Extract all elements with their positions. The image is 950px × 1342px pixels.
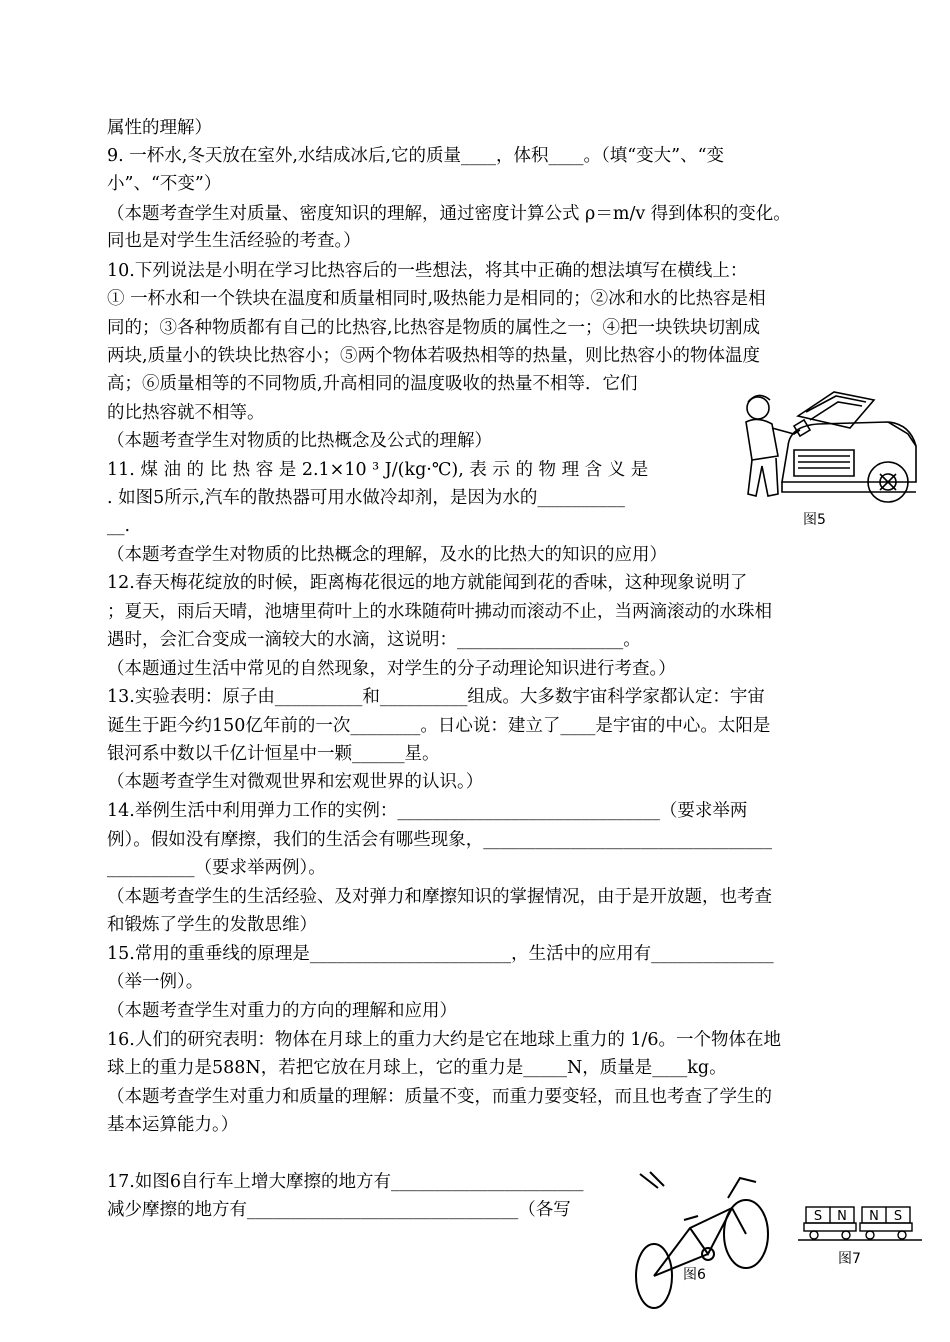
text-line: 两块,质量小的铁块比热容小；⑤两个物体若吸热相等的热量，则比热容小的物体温度 — [107, 346, 761, 366]
text-line: 减少摩擦的地方有_______________________________（各写 — [107, 1200, 571, 1220]
text-line: 12.春天梅花绽放的时候，距离梅花很远的地方就能闻到花的香味，这种现象说明了 — [107, 573, 748, 593]
text-line: 11. 煤 油 的 比 热 容 是 2.1×10 ³ J/(kg·℃), 表 示 的 物 理 含 义 是 — [107, 460, 649, 480]
text-line: 小”、“不变”） — [107, 174, 222, 194]
text-line: （本题通过生活中常见的自然现象，对学生的分子动理论知识进行考查。） — [107, 659, 676, 679]
text-line: 高；⑥质量相等的不同物质,升高相同的温度吸收的热量不相等．它们 — [107, 374, 638, 394]
text-line: 遇时，会汇合变成一滴较大的水滴，这说明：___________________。 — [107, 630, 641, 650]
magnet-carts-illustration — [798, 1205, 922, 1245]
text-line: 10.下列说法是小明在学习比热容后的一些想法，将其中正确的想法填写在横线上： — [107, 261, 748, 281]
text-line: 14.举例生活中利用弹力工作的实例：______________________________（要求举两 — [107, 801, 748, 821]
text-line: . 如图5所示,汽车的散热器可用水做冷却剂，是因为水的__________ — [107, 488, 625, 508]
text-line: ；夏天，雨后天晴，池塘里荷叶上的水珠随荷叶拂动而滚动不止，当两滴滚动的水珠相 — [107, 602, 772, 622]
figure-5-caption: 图5 — [803, 512, 826, 528]
text-line: （本题考查学生的生活经验、及对弹力和摩擦知识的掌握情况，由于是开放题，也考查 — [107, 887, 772, 907]
text-line: 例）。假如没有摩擦，我们的生活会有哪些现象，_________________________________ — [107, 830, 772, 850]
text-line: （本题考查学生对物质的比热概念及公式的理解） — [107, 431, 492, 451]
text-line: 银河系中数以千亿计恒星中一颗______星。 — [107, 744, 440, 764]
magnet-pole-label: S — [813, 1209, 823, 1224]
text-line: 16.人们的研究表明：物体在月球上的重力大约是它在地球上重力的 1/6。一个物体在地 — [107, 1030, 782, 1050]
text-line: （本题考查学生对重力的方向的理解和应用） — [107, 1001, 457, 1021]
text-line: __. — [107, 516, 131, 536]
text-line: 球上的重力是588N，若把它放在月球上，它的重力是_____N，质量是____kg。 — [107, 1058, 727, 1078]
text-line: 9. 一杯水,冬天放在室外,水结成冰后,它的质量____，体积____。（填“变大”、“变 — [107, 146, 725, 166]
magnet-pole-label: N — [837, 1209, 847, 1224]
magnet-pole-label: S — [893, 1209, 903, 1224]
text-line: ① 一杯水和一个铁块在温度和质量相同时,吸热能力是相同的；②冰和水的比热容是相 — [107, 289, 766, 309]
text-line: （本题考查学生对物质的比热概念的理解，及水的比热大的知识的应用） — [107, 545, 667, 565]
text-line: 和锻炼了学生的发散思维） — [107, 915, 317, 935]
text-line: 属性的理解） — [107, 118, 212, 138]
text-line: 基本运算能力。） — [107, 1115, 239, 1135]
bicycle-illustration — [628, 1168, 778, 1318]
text-line: 的比热容就不相等。 — [107, 403, 265, 423]
figure-6-caption: 图6 — [683, 1267, 706, 1283]
text-line: （本题考查学生对微观世界和宏观世界的认识。） — [107, 772, 484, 792]
text-line: （本题考查学生对重力和质量的理解：质量不变，而重力要变轻，而且也考查了学生的 — [107, 1087, 772, 1107]
text-line: 13.实验表明：原子由__________和__________组成。大多数宇宙科学家都认定：宇宙 — [107, 687, 765, 707]
car-mechanic-illustration — [738, 386, 920, 508]
text-line: 同也是对学生生活经验的考查。） — [107, 231, 361, 251]
text-line: （举一例）。 — [107, 972, 204, 992]
text-line: __________（要求举两例）。 — [107, 858, 326, 878]
text-line: （本题考查学生对质量、密度知识的理解，通过密度计算公式 ρ＝m/v 得到体积的变化。 — [107, 204, 791, 224]
text-line: 17.如图6自行车上增大摩擦的地方有______________________ — [107, 1172, 584, 1192]
text-line: 同的；③各种物质都有自己的比热容,比热容是物质的属性之一；④把一块铁块切割成 — [107, 318, 761, 338]
figure-7-caption: 图7 — [838, 1251, 861, 1267]
magnet-pole-label: N — [869, 1209, 879, 1224]
text-line: 诞生于距今约150亿年前的一次________。日心说：建立了____是宇宙的中心。太阳是 — [107, 716, 771, 736]
text-line: 15.常用的重垂线的原理是_______________________，生活中的应用有______________ — [107, 944, 774, 964]
